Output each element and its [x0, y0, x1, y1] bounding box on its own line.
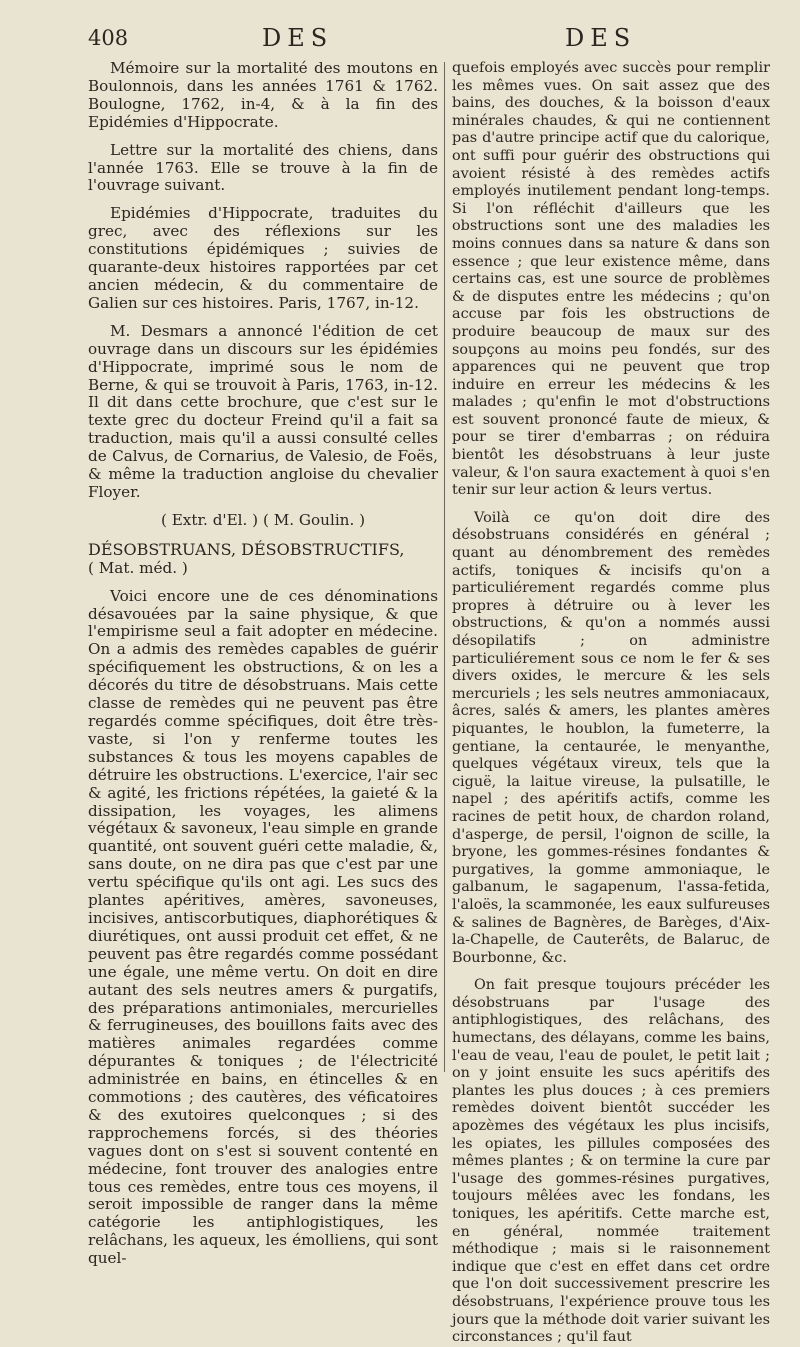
paragraph: M. Desmars a annoncé l'édition de cet ouvrage dans un discours sur les épidémies d'Hippocrate, imprimé sous le nom de Berne, & qui se trouvoit à Paris, 1763, in-12. Il dit dans cette brochure, que c'est sur le texte grec du docteur Freind qu'il a fait sa traduction, mais qu'il a aussi consulté celles de Calvus, de Cornarius, de Valesio, de Foës, & même la traduction angloise du chevalier Floyer. — [88, 321, 438, 501]
author-signature: ( Extr. d'El. ) ( M. Goulin. ) — [160, 510, 366, 529]
bibliography-entry: Epidémies d'Hippocrate, traduites du grec, avec des réflexions sur les constitutions épidémiques ; suivies de quarante-deux histoires rapportées par cet ancien médecin, & du commentaire de Galien sur ces histoires. Paris, 1767, in-12. — [88, 204, 438, 312]
paragraph: quefois employés avec succès pour remplir les mêmes vues. On sait assez que des bains, des douches, & la boisson d'eaux minérales chaudes, & qui ne contiennent pas d'autre principe actif que du calorique, ont suffi pour guérir des obstructions qui avoient résisté à des remèdes actifs employés inutilement pendant long-temps. Si l'on réfléchit d'ailleurs que les obstructions sont une des maladies les moins connues dans sa nature & dans son essence ; que leur existence même, dans certains cas, est une source de problèmes & de disputes entre les médecins ; qu'on accuse par fois les obstructions de produire beaucoup de maux sur des soupçons au moins peu fondés, sur des apparences qui ne peuvent que trop induire en erreur les médecins & les malades ; qu'enfin le mot d'obstructions est souvent prononcé faute de mieux, & pour se tirer d'embarras ; on réduira bientôt les désobstruans à leur juste valeur, & l'on saura exactement à quoi s'en tenir sur leur action & leurs vertus. — [452, 60, 770, 499]
paragraph: Voilà ce qu'on doit dire des désobstruans considérés en général ; quant au dénombrement des remèdes actifs, toniques & incisifs qu'on a particuliérement regardés comme plus propres à détruire ou à lever les obstructions, & qu'on a nommés aussi désopilatifs ; on administre particuliérement sous ce nom le fer & ses divers oxides, le mercure & les sels mercuriels ; les sels neutres ammoniacaux, âcres, salés & amers, les plantes amères piquantes, le houblon, la fumeterre, la gentiane, la centaurée, le menyanthe, quelques végétaux vireux, tels que la ciguë, la laitue vireuse, la pulsatille, le napel ; des apéritifs actifs, comme les racines de petit houx, de chardon roland, d'asperge, de persil, l'oignon de scille, la bryone, les gommes-résines fondantes & purgatives, la gomme ammoniaque, le galbanum, le sagapenum, l'assa-fetida, l'aloës, la scammonée, les eaux sulfureuses & salines de Bagnères, de Barèges, d'Aix-la-Chapelle, de Cauterêts, de Balaruc, de Bourbonne, &c. — [452, 509, 770, 966]
entry-subtitle: ( Mat. méd. ) — [88, 558, 188, 577]
page-number: 408 — [88, 26, 129, 50]
right-column — [452, 60, 770, 1346]
paragraph: On fait presque toujours précéder les désobstruans par l'usage des antiphlogistiques, des relâchans, des humectans, des délayans, comme les bains, l'eau de veau, l'eau de poulet, le petit lait ; on y joint ensuite les sucs apéritifs des plantes les plus douces ; à ces premiers remèdes doivent bientôt succéder les apozèmes des végétaux les plus incisifs, les opiates, les pillules composées des mêmes plantes ; & on termine la cure par l'usage des gommes-résines purgatives, toujours mêlées avec les fondans, les toniques, les apéritifs. Cette marche est, en général, nommée traitement méthodique ; mais si le raisonnement indique que c'est en effet dans cet ordre que l'on doit successivement prescrire les désobstruans, l'expérience prouve tous les jours que la méthode doit varier suivant les circonstances ; qu'il faut — [452, 977, 770, 1346]
bibliography-entry: Mémoire sur la mortalité des moutons en Boulonnois, dans les années 1761 & 1762. Boulogne, 1762, in-4, & à la fin des Epidémies d'Hippocrate. — [88, 59, 438, 131]
running-head-right: DES — [565, 24, 637, 52]
column-divider — [444, 62, 445, 1072]
left-column — [88, 59, 438, 1268]
paragraph: Voici encore une de ces dénominations désavouées par la saine physique, & que l'empirisme seul a fait adopter en médecine. On a admis des remèdes capables de guérir spécifiquement les obstructions, & on les a décorés du titre de désobstruans. Mais cette classe de remèdes qui ne peuvent pas être regardés comme spécifiques, doit être très-vaste, si l'on y renferme toutes les substances & tous les moyens capables de détruire les obstructions. L'exercice, l'air sec & agité, les frictions répétées, la gaieté & la dissipation, les voyages, les alimens végétaux & savoneux, l'eau simple en grande quantité, ont souvent guéri cette maladie, &, sans doute, on ne dira pas que c'est par une vertu spécifique qu'ils ont agi. Les sucs des plantes apéritives, amères, savoneuses, incisives, antiscorbutiques, diaphorétiques & diurétiques, ont aussi produit cet effet, & ne peuvent pas être regardés comme possédant une égale, une même vertu. On doit en dire autant des sels neutres amers & purgatifs, des préparations antimoniales, mercurielles & ferrugineuses, des bouillons faits avec des matières animales regardées comme dépurantes & toniques ; de l'électricité administrée en bains, en étincelles & en commotions ; des cautères, des véficatoires & des exutoires quelconques ; si des rapprochemens forcés, si des théories vagues dont on s'est si souvent contenté en médecine, font trouver des analogies entre tous ces remèdes, entre tous ces moyens, il seroit impossible de ranger dans la même catégorie les antiphlogistiques, les relâchans, les aqueux, les émolliens, qui sont quel- — [88, 586, 438, 1268]
entry-title: DÉSOBSTRUANS, DÉSOBSTRUCTIFS, — [88, 539, 405, 559]
running-head-left: DES — [262, 24, 334, 52]
bibliography-entry: Lettre sur la mortalité des chiens, dans l'année 1763. Elle se trouve à la fin de l'ouvrage suivant. — [88, 140, 438, 195]
page-header — [0, 22, 800, 56]
